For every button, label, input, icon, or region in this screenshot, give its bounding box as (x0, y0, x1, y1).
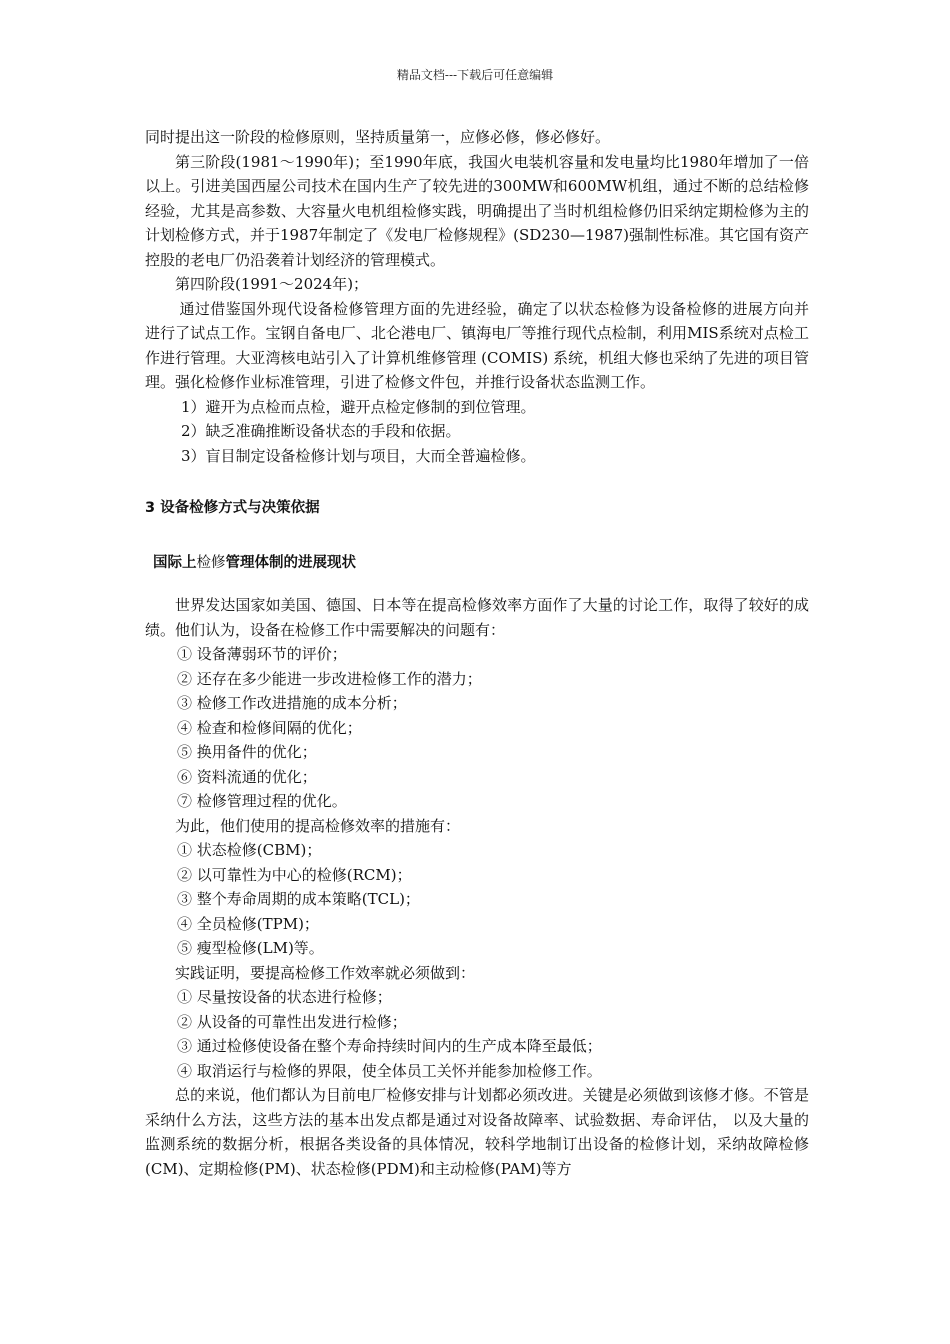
measure-item: ① 状态检修(CBM)； (177, 841, 322, 859)
intro-tail-paragraph: 同时提出这一阶段的检修原则，坚持质量第一，应修必修，修必修好。 (145, 128, 611, 146)
problem-item: ① 设备薄弱环节的评价； (177, 645, 347, 663)
practice-item: ③ 通过检修使设备在整个寿命持续时间内的生产成本降至最低； (177, 1037, 602, 1055)
problem-item: ⑤ 换用备件的优化； (177, 743, 317, 761)
subsection-heading-part3: 管理体制的进展现状 (225, 554, 356, 571)
stage4-item: 1）避开为点检而点检，避开点检定修制的到位管理。 (181, 397, 536, 416)
problem-item: ⑥ 资料流通的优化； (177, 767, 317, 786)
stage4-item: 3）盲目制定设备检修计划与项目，大而全普遍检修。 (181, 446, 536, 465)
page-header: 精品文档---下载后可任意编辑 (396, 68, 554, 82)
measures-intro: 为此，他们使用的提高检修效率的措施有： (175, 816, 461, 835)
problem-item: ② 还存在多少能进一步改进检修工作的潜力； (177, 669, 482, 688)
measure-item: ② 以可靠性为中心的检修(RCM)； (177, 865, 412, 884)
measure-item: ④ 全员检修(TPM)； (177, 914, 319, 933)
section-3-heading: 3 设备检修方式与决策依据 (145, 500, 320, 516)
problem-item: ⑦ 检修管理过程的优化。 (177, 792, 347, 810)
stage4-item: 2）缺乏准确推断设备状态的手段和依据。 (181, 422, 461, 440)
intl-intro-paragraph: 世界发达国家如美国、德国、日本等在提高检修效率方面作了大量的讨论工作，取得了较好的成绩。他们认为，设备在检修工作中需要解决的问题有： (145, 596, 809, 639)
practice-item: ① 尽量按设备的状态进行检修； (177, 988, 392, 1006)
stage4-title: 第四阶段(1991～2024年)； (175, 275, 369, 293)
stage3-paragraph: 第三阶段(1981～1990年)；至1990年底，我国火电装机容量和发电量均比1980年增加了一倍以上。引进美国西屋公司技术在国内生产了较先进的300MW和600MW机组，通过不断的总结检修经验，尤其是高参数、大容量火电机组检修实践，明确提出了当时机组检修仍旧采纳定期检修为主的计划检修方式，并于1987年制定了《发电厂检修规程》(SD230—1987)强制性标准。其它国有资产控股的老电厂仍沿袭着计划经济的管理模式。 (145, 152, 809, 269)
problem-item: ③ 检修工作改进措施的成本分析； (177, 694, 407, 712)
practice-intro: 实践证明，要提高检修工作效率就必须做到： (175, 963, 476, 982)
subsection-heading (153, 551, 809, 576)
summary-paragraph: 总的来说，他们都认为目前电厂检修安排与计划都必须改进。关键是必须做到该修才修。不管是采纳什么方法，这些方法的基本出发点都是通过对设备故障率、试验数据、寿命评估， 以及大量的监测系统的数据分析，根据各类设备的具体情况，较科学地制订出设备的检修计划，采纳故障检修(CM)、定期检修(PM)、状态检修(PDM)和主动检修(PAM)等方 (145, 1086, 809, 1178)
subsection-heading-part1: 国际上 (153, 554, 197, 571)
practice-item: ② 从设备的可靠性出发进行检修； (177, 1012, 407, 1031)
measure-item: ⑤ 瘦型检修(LM)等。 (177, 939, 324, 957)
subsection-heading-part2: 检修 (196, 554, 226, 571)
stage4-paragraph: 通过借鉴国外现代设备检修管理方面的先进经验，确定了以状态检修为设备检修的进展方向并进行了试点工作。宝钢自备电厂、北仑港电厂、镇海电厂等推行现代点检制，利用MIS系统对点检工作进行管理。大亚湾核电站引入了计算机维修管理 (COMIS) 系统，机组大修也采纳了先进的项目管理。强化检修作业标准管理，引进了检修文件包，并推行设备状态监测工作。 (145, 299, 809, 391)
measure-item: ③ 整个寿命周期的成本策略(TCL)； (177, 890, 420, 908)
problem-item: ④ 检查和检修间隔的优化； (177, 718, 362, 737)
document-body (145, 125, 809, 1181)
practice-item: ④ 取消运行与检修的界限，使全体员工关怀并能参加检修工作。 (177, 1061, 602, 1080)
